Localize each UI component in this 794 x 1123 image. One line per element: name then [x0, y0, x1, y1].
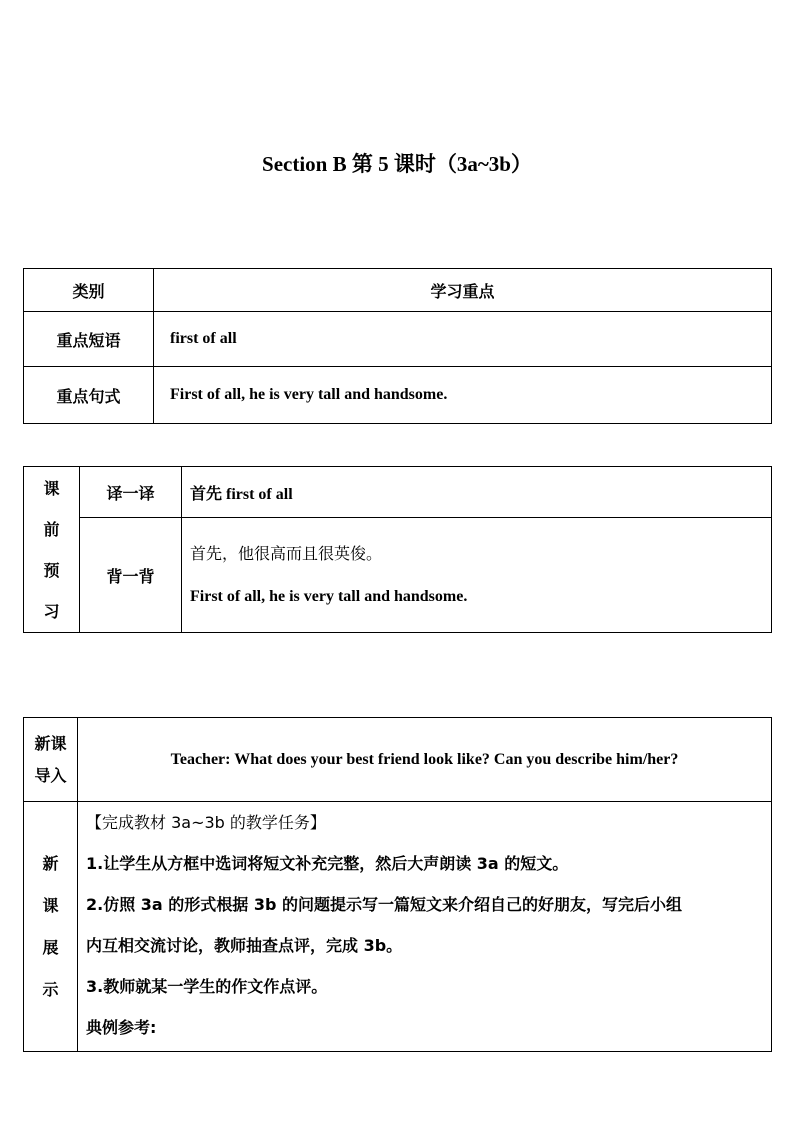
preview-table [23, 466, 772, 633]
side-char: 课 [42, 895, 59, 915]
display-line: 1.让学生从方框中选词将短文补充完整，然后大声朗读 3a 的短文。 [86, 854, 569, 873]
side-char: 前 [43, 519, 60, 539]
key-sentence-value: First of all, he is very tall and handsome. [154, 367, 772, 424]
side-char: 示 [42, 979, 59, 999]
page-title: Section B 第 5 课时（3a~3b） [262, 152, 532, 176]
translate-label: 译一译 [80, 467, 182, 518]
preview-side-label [24, 467, 80, 633]
key-sentence-label: 重点句式 [24, 367, 154, 424]
display-line: 典例参考: [86, 1018, 157, 1037]
recite-label: 背一背 [80, 518, 182, 633]
intro-side-label [24, 718, 78, 802]
display-line: 2.仿照 3a 的形式根据 3b 的问题提示写一篇短文来介绍自己的好朋友，写完后小组 [86, 895, 683, 914]
side-char: 预 [43, 560, 60, 580]
side-char: 展 [42, 937, 59, 957]
display-side-label [24, 802, 78, 1052]
intro-side-line: 导入 [34, 765, 67, 785]
key-phrase-value: first of all [154, 312, 772, 367]
key-points-table [23, 268, 772, 424]
recite-value [182, 518, 772, 633]
side-char: 习 [43, 601, 60, 621]
intro-side-line: 新课 [34, 733, 67, 753]
translate-value: 首先 first of all [182, 467, 772, 518]
recite-line-en: First of all, he is very tall and handsome. [190, 588, 468, 605]
lesson-table [23, 717, 772, 1052]
header-category: 类别 [24, 269, 154, 312]
intro-text: Teacher: What does your best friend look like? Can you describe him/her? [78, 718, 772, 802]
display-line: 3.教师就某一学生的作文作点评。 [86, 977, 328, 996]
side-char: 新 [42, 853, 59, 873]
display-content [78, 802, 772, 1052]
display-line: 内互相交流讨论，教师抽查点评，完成 3b。 [86, 936, 403, 955]
key-phrase-label: 重点短语 [24, 312, 154, 367]
display-line: 【完成教材 3a~3b 的教学任务】 [86, 813, 326, 832]
side-char: 课 [43, 478, 60, 498]
header-focus: 学习重点 [154, 269, 772, 312]
recite-line-cn: 首先，他很高而且很英俊。 [190, 544, 383, 563]
